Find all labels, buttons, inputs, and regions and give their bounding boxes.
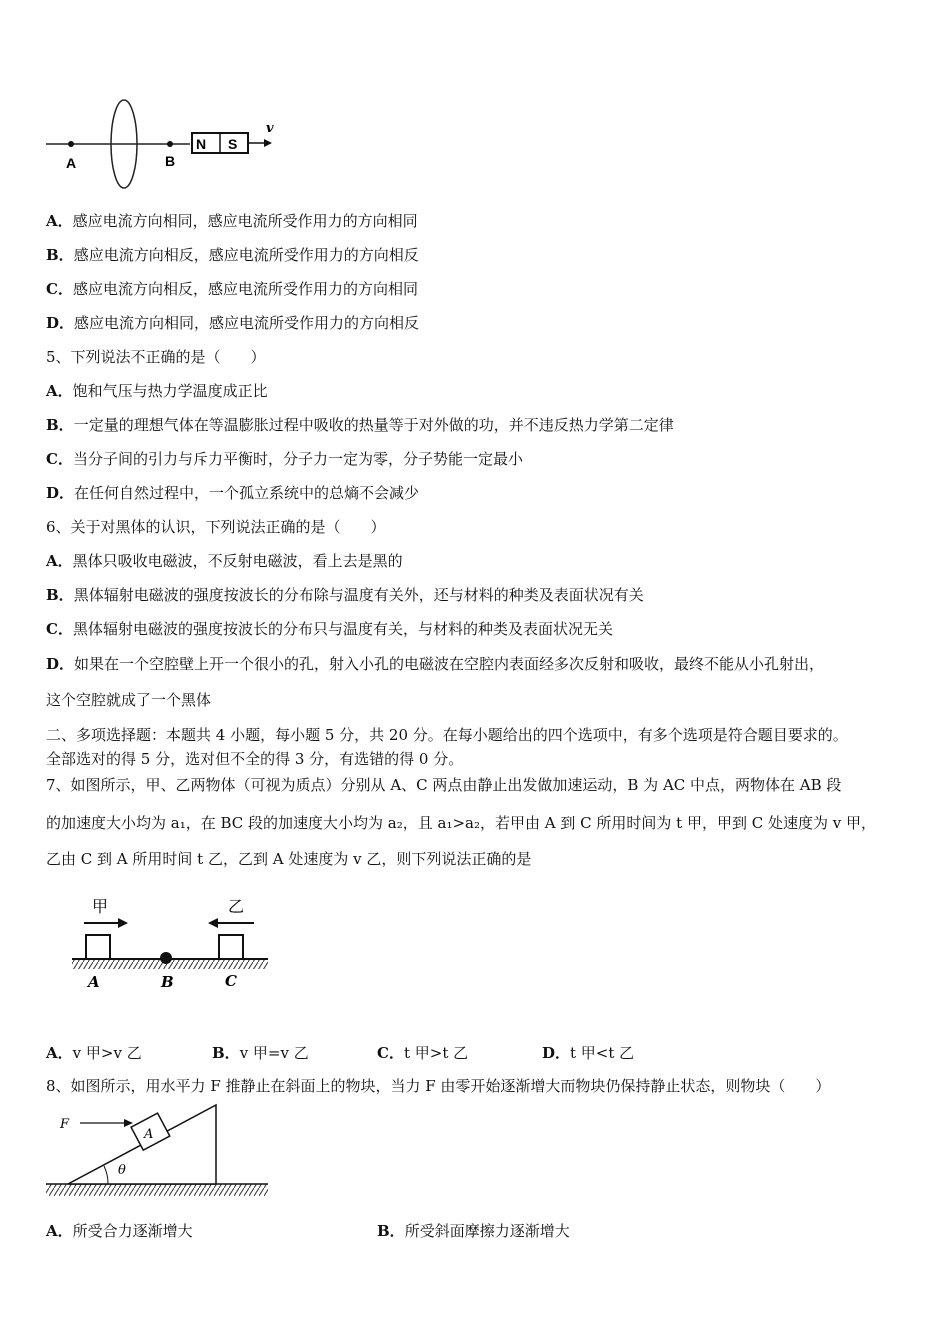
q6-option-a: A．黑体只吸收电磁波，不反射电磁波，看上去是黑的 (46, 552, 403, 570)
q7-option-d: D．t 甲<t 乙 (542, 1044, 635, 1062)
q7-stem-line2: 的加速度大小均为 a₁，在 BC 段的加速度大小均为 a₂，且 a₁>a₂，若甲由 A 到 C 所用时间为 t 甲，甲到 C 处速度为 v 甲， (46, 814, 876, 832)
magnet-n-label: N (196, 136, 207, 152)
q8-incline-figure (44, 1100, 272, 1200)
q6-stem: 6、关于对黑体的认识，下列说法正确的是（ ） (46, 518, 386, 536)
q7-stem-line1: 7、如图所示，甲、乙两物体（可视为质点）分别从 A、C 两点由静止出发做加速运动，B 为 AC 中点，两物体在 AB 段 (46, 776, 842, 794)
q5-option-b: B．一定量的理想气体在等温膨胀过程中吸收的热量等于对外做的功，并不违反热力学第二定律 (46, 416, 674, 434)
q7-option-c: C．t 甲>t 乙 (377, 1044, 469, 1062)
angle-label: θ (118, 1163, 126, 1178)
q7-option-a: A．v 甲>v 乙 (46, 1044, 142, 1062)
q6-option-c: C．黑体辐射电磁波的强度按波长的分布只与温度有关，与材料的种类及表面状况无关 (46, 620, 613, 638)
section2-line2: 全部选对的得 5 分，选对但不全的得 3 分，有选错的得 0 分。 (46, 750, 464, 768)
magnet-s-label: S (228, 136, 238, 152)
magnet-ring-figure (40, 92, 290, 192)
q5-option-c: C．当分子间的引力与斥力平衡时，分子力一定为零，分子势能一定最小 (46, 450, 523, 468)
midpoint-b (160, 952, 172, 964)
point-a-label: A (66, 155, 77, 171)
block-jia (86, 935, 110, 959)
q6-option-d: D．如果在一个空腔壁上开一个很小的孔，射入小孔的电磁波在空腔内表面经多次反射和吸收，最终不能从小孔射出， (46, 655, 825, 673)
q5-option-a: A．饱和气压与热力学温度成正比 (46, 382, 268, 400)
block-a-label: A (144, 1127, 154, 1142)
q6-option-d-continuation: 这个空腔就成了一个黑体 (46, 691, 212, 709)
q5-stem: 5、下列说法不正确的是（ ） (46, 348, 266, 366)
q8-option-b: B．所受斜面摩擦力逐渐增大 (377, 1222, 570, 1240)
velocity-label: v (266, 121, 274, 136)
q4-option-d: D．感应电流方向相同，感应电流所受作用力的方向相反 (46, 314, 420, 332)
q5-option-d: D．在任何自然过程中，一个孤立系统中的总熵不会减少 (46, 484, 420, 502)
point-a-label: A (88, 973, 100, 990)
q7-stem-line3: 乙由 C 到 A 所用时间 t 乙，乙到 A 处速度为 v 乙，则下列说法正确的是 (46, 850, 532, 868)
force-label: F (60, 1117, 70, 1132)
q7-track-figure (68, 890, 278, 990)
section2-line1: 二、多项选择题：本题共 4 小题，每小题 5 分，共 20 分。在每小题给出的四个选项中，有多个选项是符合题目要求的。 (46, 726, 848, 744)
q4-option-a: A．感应电流方向相同，感应电流所受作用力的方向相同 (46, 212, 418, 230)
q4-option-c: C．感应电流方向相反，感应电流所受作用力的方向相同 (46, 280, 418, 298)
yi-label: 乙 (228, 897, 245, 916)
block-yi (219, 935, 243, 959)
point-c-label: C (225, 972, 237, 990)
point-b-label: B (165, 153, 176, 169)
jia-label: 甲 (92, 897, 109, 916)
q7-option-b: B．v 甲=v 乙 (212, 1044, 309, 1062)
q8-stem: 8、如图所示，用水平力 F 推静止在斜面上的物块，当力 F 由零开始逐渐增大而物块仍保持静止状态，则物块（ ） (46, 1077, 831, 1095)
q4-option-b: B．感应电流方向相反，感应电流所受作用力的方向相反 (46, 246, 419, 264)
q6-option-b: B．黑体辐射电磁波的强度按波长的分布除与温度有关外，还与材料的种类及表面状况有关 (46, 586, 644, 604)
q8-option-a: A．所受合力逐渐增大 (46, 1222, 193, 1240)
point-b-label: B (161, 973, 174, 990)
